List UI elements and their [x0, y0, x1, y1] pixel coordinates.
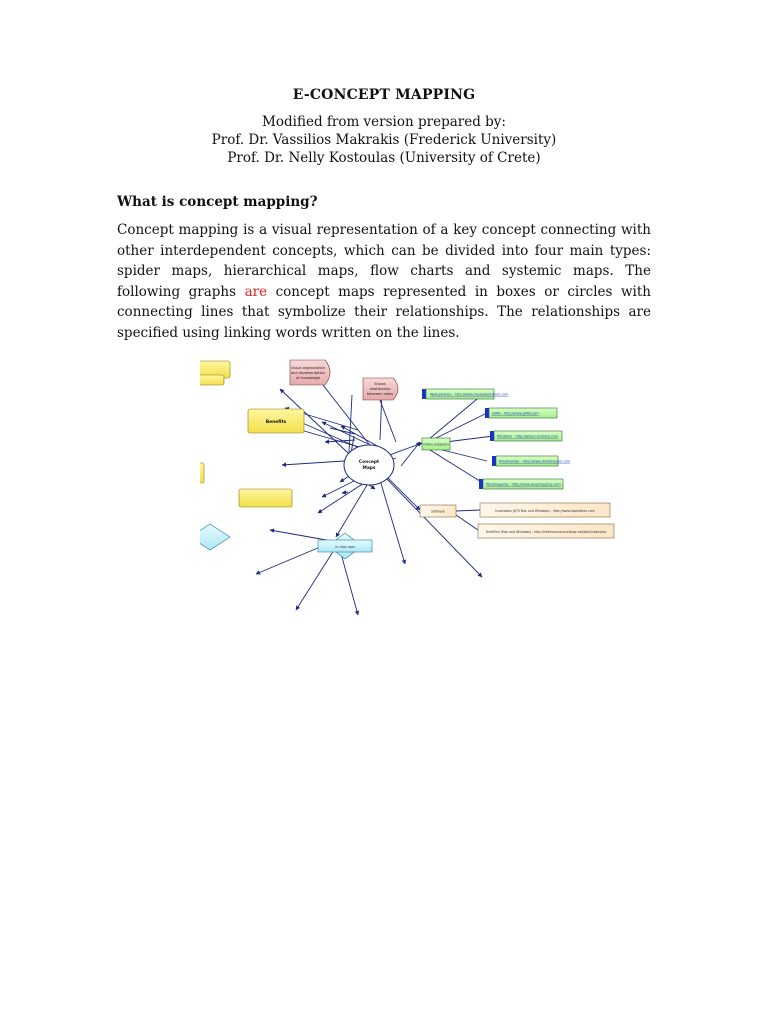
section-heading: What is concept mapping? — [117, 194, 318, 210]
intro-paragraph — [117, 220, 651, 343]
benefit-item-box — [239, 489, 292, 507]
credits-line: Prof. Dr. Vassilios Makrakis (Frederick University) — [211, 132, 557, 148]
program-marker — [422, 389, 426, 399]
node-label: and representation — [290, 371, 326, 375]
center-label: Maps — [362, 466, 376, 471]
node-label: relationship — [369, 387, 391, 391]
paragraph-text: concept maps represented in boxes or circles with connecting lines that symbolize their relationships. The relationships are specified using linking words written on the lines. — [117, 283, 651, 341]
program-marker — [492, 456, 496, 466]
online-programs-label: Online programs — [423, 442, 449, 447]
node-label: of knowledge — [295, 376, 321, 380]
desktop-software-text: Inspiration ($75 Mac and Windows) - http://www.inspiration.com — [495, 509, 595, 513]
program-marker — [485, 408, 489, 418]
credits-line: Prof. Dr. Nelly Kostoulas (University of Crete) — [227, 150, 541, 166]
page-title: E-CONCEPT MAPPING — [292, 87, 476, 103]
center-label: Concept — [358, 460, 380, 465]
concept-map-svg — [200, 352, 620, 644]
program-link[interactable]: Gliffy - http://www.gliffy.com — [492, 411, 539, 416]
credits-line: Modified from version prepared by: — [262, 114, 506, 130]
program-marker — [490, 431, 494, 441]
benefit-item-box — [200, 375, 224, 385]
node-label: Shows — [374, 382, 386, 386]
program-link[interactable]: Webspiration - http://www.mywebspiration.com — [430, 392, 509, 397]
program-marker — [479, 479, 483, 489]
in-class-uses-label: In class uses — [335, 545, 355, 549]
paragraph-text: Concept mapping is a visual representation of a key concept connecting with other interdependent concepts, which can be divided into four main types: spider maps, hierarchical maps, flow charts and systemic maps. The following graphs — [117, 222, 651, 300]
desktop-software-text: FreeMind (Mac and Windows) - http://freemind.sourceforge.net/wiki/index.php — [485, 530, 607, 534]
program-link[interactable]: Mindomo - http://www.mindomo.com — [497, 434, 558, 439]
node-label: between ideas — [366, 392, 394, 396]
benefit-item-box — [200, 463, 204, 483]
benefits-label: Benefits — [265, 420, 287, 425]
program-link[interactable]: Mindmeister - http://www.mindmeister.com — [499, 459, 571, 464]
concept-map-diagram — [200, 352, 620, 644]
concept-maps-node — [344, 445, 394, 485]
highlighted-word: are — [244, 283, 268, 300]
software-label: Software — [431, 509, 445, 514]
node-label: visual organization — [291, 366, 325, 370]
program-link[interactable]: Wisemapping - http://www.wisemapping.com — [486, 482, 561, 487]
credits-block — [0, 113, 768, 167]
